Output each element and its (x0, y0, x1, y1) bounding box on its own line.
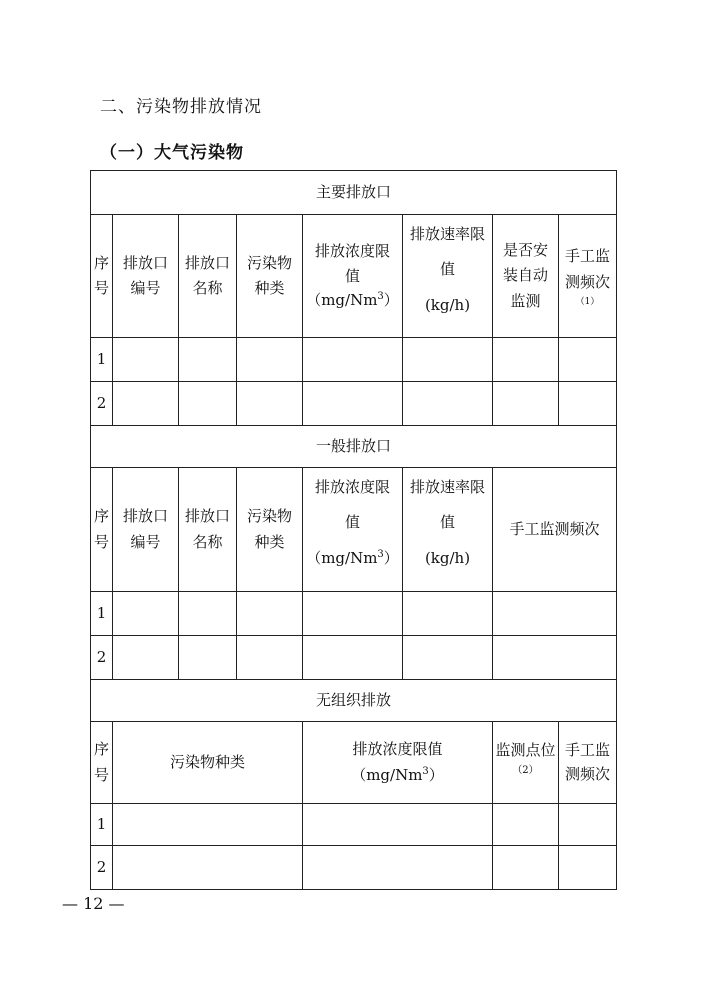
header-outlet-code: 排放口 编号 (113, 468, 179, 592)
header-manual-frequency: 手工监 测频次 （1） (559, 215, 617, 338)
cell (559, 846, 617, 890)
header-pollutant-type: 污染物 种类 (237, 468, 303, 592)
table-row (91, 382, 617, 426)
row-number: 1 (91, 592, 113, 636)
cell (303, 804, 493, 846)
cell (113, 592, 179, 636)
header-manual-frequency: 手工监测频次 (559, 722, 617, 804)
cell (179, 338, 237, 382)
cell (493, 636, 617, 680)
cell (403, 338, 493, 382)
cell (493, 592, 617, 636)
cell (493, 338, 559, 382)
section-heading: 二、污染物排放情况 (100, 97, 262, 117)
fugitive-header-row (91, 722, 617, 804)
cell (559, 804, 617, 846)
header-rate-limit: 排放速率限 值 (kg/h) (403, 215, 493, 338)
table-row (91, 338, 617, 382)
table-row (91, 804, 617, 846)
header-monitoring-point: 监测点位$^{(2)}$ (493, 722, 559, 804)
cell (237, 382, 303, 426)
header-outlet-code: 排放口 编号 (113, 215, 179, 338)
cell (179, 636, 237, 680)
header-seq: 序 号 (91, 722, 113, 804)
cell (179, 382, 237, 426)
row-number: 1 (91, 804, 113, 846)
header-seq: 序 号 (91, 215, 113, 338)
header-manual-frequency: 手工监测频次 (493, 468, 617, 592)
header-pollutant-type: 污染物 种类 (237, 215, 303, 338)
header-outlet-name: 排放口 名称 (179, 468, 237, 592)
cell (493, 846, 559, 890)
general-outlet-title: 一般排放口 (91, 426, 617, 468)
cell (303, 592, 403, 636)
cell (403, 636, 493, 680)
cell (113, 382, 179, 426)
cell (237, 636, 303, 680)
header-pollutant-type: 污染物种类 (113, 722, 303, 804)
header-auto-monitoring: 是否安 装自动 监测 (493, 215, 559, 338)
main-outlet-header-row (91, 215, 617, 338)
cell (113, 846, 303, 890)
cell (237, 338, 303, 382)
cell (113, 636, 179, 680)
header-rate-limit: 排放速率限 值 (kg/h) (403, 468, 493, 592)
cell (303, 846, 493, 890)
cell (237, 592, 303, 636)
header-concentration-limit: 排放浓度限 值（mg/Nm$^3$） (303, 215, 403, 338)
fugitive-emission-title: 无组织排放 (91, 680, 617, 722)
header-concentration-limit: 排放浓度限 值 （mg/Nm$^3$） (303, 468, 403, 592)
subsection-heading: （一）大气污染物 (100, 143, 244, 163)
cell (303, 338, 403, 382)
main-outlet-title: 主要排放口 (91, 171, 617, 215)
cell (559, 382, 617, 426)
cell (179, 592, 237, 636)
row-number: 1 (91, 338, 113, 382)
air-pollutant-table (90, 170, 617, 890)
row-number: 2 (91, 382, 113, 426)
cell (403, 592, 493, 636)
cell (303, 382, 403, 426)
table-row (91, 846, 617, 890)
general-outlet-header-row (91, 468, 617, 592)
cell (493, 382, 559, 426)
cell (493, 804, 559, 846)
cell (113, 804, 303, 846)
page-number: — 12 — (62, 894, 125, 913)
table-row (91, 592, 617, 636)
table-row (91, 636, 617, 680)
header-concentration-limit: 排放浓度限值 （mg/Nm$^3$） (303, 722, 493, 804)
header-seq: 序 号 (91, 468, 113, 592)
cell (403, 382, 493, 426)
header-outlet-name: 排放口 名称 (179, 215, 237, 338)
cell (559, 338, 617, 382)
row-number: 2 (91, 636, 113, 680)
cell (303, 636, 403, 680)
cell (113, 338, 179, 382)
row-number: 2 (91, 846, 113, 890)
